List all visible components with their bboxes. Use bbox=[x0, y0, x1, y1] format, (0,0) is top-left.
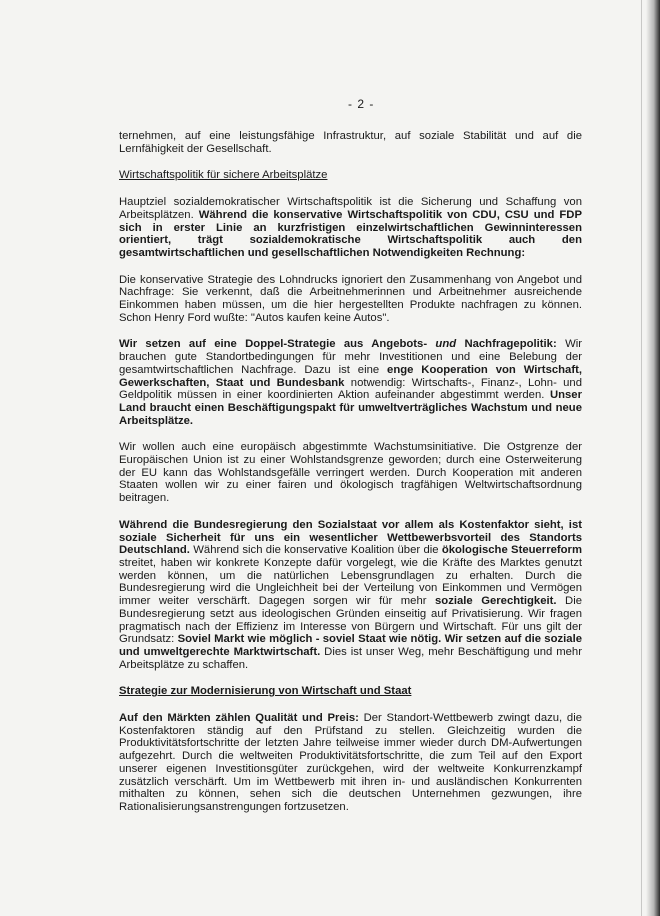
bold-run: ökologische Steuerreform bbox=[441, 544, 582, 557]
scan-edge-shadow bbox=[646, 0, 660, 916]
text-run: Während sich die konservative Koalition über die bbox=[189, 544, 442, 557]
bold-run: Während die konservative Wirtschaftspolitik von CDU, CSU und FDP sich in erster Linie an kurzfristigen einzelwirtschaftlichen Gewinninteressen orientiert, trägt sozialdemokratische Wirtschaftspolitik auch den gesamtwirtschaftlichen und gesellschaftlichen Notwendigkeiten Rechnung: bbox=[119, 208, 582, 259]
section-heading-modernisierung: Strategie zur Modernisierung von Wirtschaft und Staat bbox=[119, 685, 412, 698]
bold-run: Unser Land braucht einen Beschäftigungspakt für umweltverträgliches Wachstum und neue Arbeitsplätze. bbox=[119, 389, 582, 427]
bold-run: soziale Gerechtigkeit. bbox=[435, 595, 557, 608]
paragraph-doppel-strategie bbox=[119, 338, 582, 427]
bold-run: Während die Bundesregierung den Sozialstaat vor allem als Kostenfaktor sieht, ist soziale Sicherheit für uns ein wesentlicher Wettbewerbsvorteil des Standorts Deutschland. bbox=[119, 518, 582, 557]
paragraph-maerkte bbox=[119, 712, 582, 814]
bold-italic-run: und bbox=[435, 338, 457, 351]
bold-run: Auf den Märkten zählen Qualität und Preis: bbox=[119, 712, 359, 725]
text-run: notwendig: Wirtschafts-, Finanz-, Lohn- und Geldpolitik müssen in einer koordinierten Aktion aufeinander abgestimmt werden. bbox=[119, 376, 582, 402]
bold-run: Nachfragepolitik: bbox=[456, 338, 557, 351]
section-heading-wirtschaftspolitik: Wirtschaftspolitik für sichere Arbeitsplätze bbox=[119, 169, 328, 182]
bold-run: enge Kooperation von Wirtschaft, Gewerkschaften, Staat und Bundesbank bbox=[119, 363, 582, 389]
paragraph-sozialstaat bbox=[119, 519, 582, 671]
text-run: Hauptziel sozialdemokratischer Wirtschaftspolitik ist die Sicherung und Schaffung von Arbeitsplätzen. bbox=[119, 196, 582, 221]
text-run: Wir brauchen gute Standortbedingungen für mehr Investitionen und eine Belebung der gesamtwirtschaftlichen Nachfrage. Dazu ist eine bbox=[119, 338, 583, 376]
bold-run: Wir setzen auf eine Doppel-Strategie aus Angebots- bbox=[119, 338, 436, 351]
text-run: Der Standort-Wettbewerb zwingt dazu, die Kostenfaktoren ständig auf den Prüfstand zu stellen. Gleichzeitig wurden die Produktivitätsfortschritte der letzten Jahre teilweise immer wieder durch DM-Aufwertungen aufgezehrt. Durch die weltweiten Produktivitätsfortschritte, die zum Teil auf den Export unserer eigenen Investitionsgüter zurückgehen, wird der weltweite Konkurrenzkampf zusätzlich verschärft. Um im Wettbewerb mit ihren in- und ausländischen Konkurrenten mithalten zu können, sehen sich die deutschen Unternehmen gezwungen, ihre Rationalisierungsanstrengungen fortzusetzen. bbox=[119, 712, 582, 813]
page-number: - 2 - bbox=[348, 97, 375, 111]
bold-run: Soviel Markt wie möglich - soviel Staat wie nötig. Wir setzen auf die soziale und umweltgerechte Marktwirtschaft. bbox=[119, 633, 582, 658]
text-run: streitet, haben wir konkrete Konzepte dafür vorgelegt, wie die Kräfte des Marktes genutzt werden können, um die natürlichen Lebensgrundlagen zu erhalten. Durch die Bundesregierung wird die Ungleichheit bei der Verteilung von Einkommen und Vermögen immer weiter verschärft. Dagegen sorgen wir für mehr bbox=[119, 556, 582, 608]
paragraph-hauptziel bbox=[119, 196, 582, 260]
document-body bbox=[119, 130, 582, 828]
paragraph-konservative-strategie: Die konservative Strategie des Lohndrucks ignoriert den Zusammenhang von Angebot und Nachfrage: Sie verkennt, daß die Arbeitnehmerinnen und Arbeitnehmer ausreichende Einkommen haben müssen, um die hier hergestellten Produkte nachfragen zu können. Schon Henry Ford wußte: "Autos kaufen keine Autos". bbox=[119, 273, 582, 324]
text-run: Dies ist unser Weg, mehr Beschäftigung und mehr Arbeitsplätze zu schaffen. bbox=[119, 645, 582, 671]
text-run: Die Bundesregierung setzt aus ideologischen Gründen einseitig auf Privatisierung. Wir fragen pragmatisch nach der Effizienz im Interesse von Bürgern und Wirtschaft. Für uns gilt der Grundsatz: bbox=[119, 595, 583, 646]
scan-edge-line bbox=[641, 0, 642, 916]
intro-paragraph: ternehmen, auf eine leistungsfähige Infrastruktur, auf soziale Stabilität und auf die Lernfähigkeit der Gesellschaft. bbox=[119, 130, 582, 155]
paragraph-wachstumsinitiative: Wir wollen auch eine europäisch abgestimmte Wachstumsinitiative. Die Ostgrenze der Europäischen Union ist zu einer Wohlstandsgrenze geworden; durch eine Osterweiterung der EU kann das Wohlstandsgefälle verringert werden. Durch Kooperation mit anderen Staaten wollen wir zu einer fairen und ökologisch tragfähigen Weltwirtschaftsordnung beitragen. bbox=[119, 441, 582, 505]
